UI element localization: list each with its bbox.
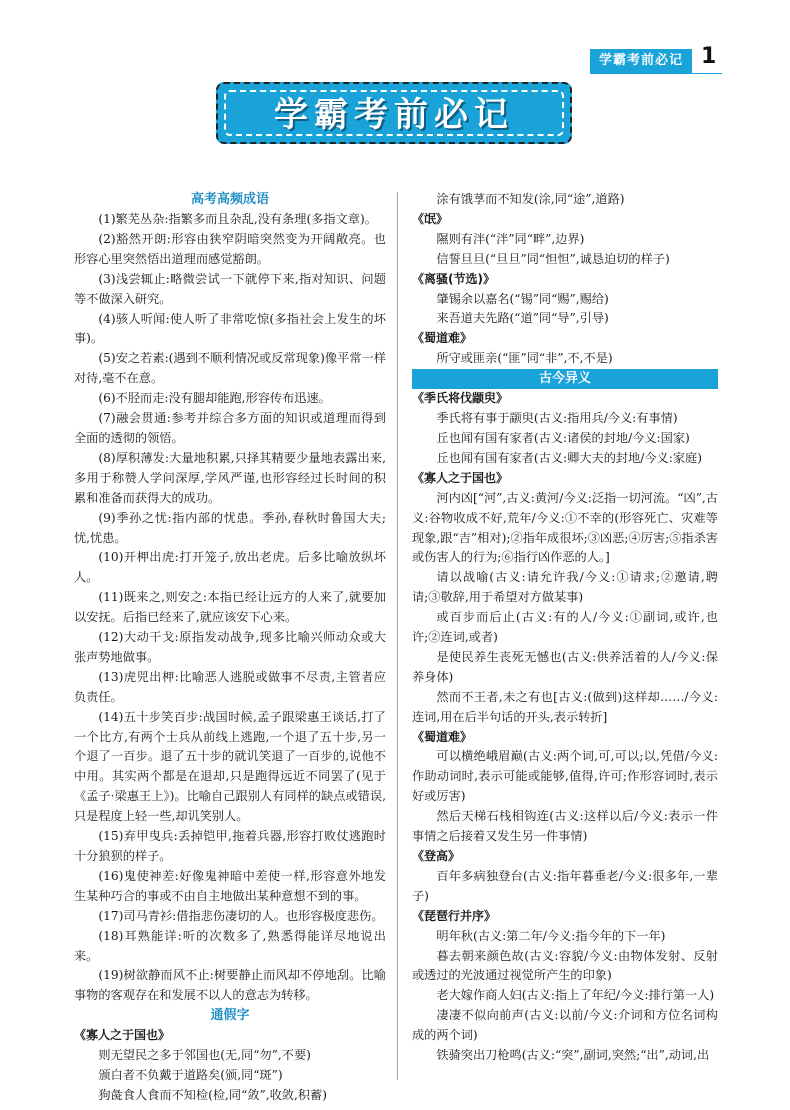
idiom-entry: (11)既来之,则安之:本指已经让远方的人来了,就要加以安抚。后指已经来了,就应该安下心来。 bbox=[74, 590, 386, 625]
example-line: 是使民养生丧死无憾也(古义:供养活着的人/今义:保养身体) bbox=[412, 649, 718, 684]
section-tab: 学霸考前必记 bbox=[590, 49, 692, 73]
example-line: 明年秋(古义:第二年/今义:指今年的下一年) bbox=[436, 928, 666, 943]
column-divider bbox=[397, 192, 398, 1080]
idioms-heading: 高考高频成语 bbox=[190, 192, 269, 207]
idiom-entry: (2)豁然开朗:形容由狭窄阴暗突然变为开阔敞亮。也形容心里突然悟出道理而感觉豁朗。 bbox=[74, 231, 386, 266]
title-banner bbox=[216, 82, 572, 144]
idiom-entry: (4)骇人听闻:使人听了非常吃惊(多指社会上发生的坏事)。 bbox=[74, 311, 386, 346]
text-title: 《蜀道难》 bbox=[412, 331, 473, 346]
example-line: 铁骑突出刀枪鸣(古义:“突”,副词,突然;“出”,动词,出 bbox=[436, 1048, 710, 1063]
gujin-heading: 古今异义 bbox=[412, 369, 718, 389]
title-banner-inner bbox=[224, 90, 564, 136]
idiom-entry: (6)不胫而走:没有腿却能跑,形容传布迅速。 bbox=[98, 391, 331, 406]
banner-title: 学霸考前必记 bbox=[274, 95, 514, 135]
example-line: 涂有饿莩而不知发(涂,同“途”,道路) bbox=[436, 192, 625, 206]
example-line: 则无望民之多于邻国也(无,同“勿”,不要) bbox=[98, 1048, 311, 1063]
tongjia-heading: 通假字 bbox=[210, 1008, 250, 1024]
idiom-entry: (16)鬼使神差:好像鬼神暗中差使一样,形容意外地发生某种巧合的事或不由自主地做出某种意想不到的事。 bbox=[74, 868, 386, 903]
idiom-entry: (10)开柙出虎:打开笼子,放出老虎。后多比喻放纵坏人。 bbox=[74, 550, 386, 585]
idiom-entry: (17)司马青衫:借指悲伤凄切的人。也形容极度悲伤。 bbox=[98, 908, 384, 923]
example-line: 丘也闻有国有家者(古义:诸侯的封地/今义:国家) bbox=[436, 430, 690, 445]
example-line: 可以横绝峨眉巅(古义:两个词,可,可以;以,凭借/今义:作助动词时,表示可能或能够,值得,许可;作形容词时,表示好或厉害) bbox=[412, 749, 718, 804]
example-line: 所守或匪亲(“匪”同“非”,不,不是) bbox=[436, 351, 613, 366]
idiom-entry: (8)厚积薄发:大量地积累,只择其精要少量地表露出来,多用于称赞人学问深厚,学风严谨,也形容经过长时间的积累和准备而获得大的成功。 bbox=[74, 450, 386, 505]
example-line: 百年多病独登台(古义:指年暮垂老/今义:很多年,一辈子) bbox=[412, 868, 718, 903]
left-column bbox=[74, 190, 386, 1106]
example-line: 肇锡余以嘉名(“锡”同“赐”,赐给) bbox=[436, 291, 609, 306]
idiom-entry: (5)安之若素:(遇到不顺利情况或反常现象)像平常一样对待,毫不在意。 bbox=[74, 351, 386, 386]
example-line: 河内凶[“河”,古义:黄河/今义:泛指一切河流。“凶”,古义:谷物收成不好,荒年/今义:①不幸的(形容死亡、灾难等现象,跟“吉”相对);②指年成很坏;③凶恶;④厉害;⑤指杀害或伤害人的行为;⑥指行凶作恶的人。] bbox=[412, 490, 718, 565]
example-line: 狗彘食人食而不知检(检,同“敛”,收敛,积蓄) bbox=[98, 1087, 327, 1102]
idiom-entry: (14)五十步笑百步:战国时候,孟子跟梁惠王谈话,打了一个比方,有两个士兵从前线上逃跑,一个退了五十步,另一个退了一百步。退了五十步的就讥笑退了一百步的,说他不中用。其实两个都是在退却,只是跑得远近不同罢了(见于《孟子·梁惠王上》)。比喻自己跟别人有同样的缺点或错误,只是程度上轻一些,却讥笑别人。 bbox=[74, 709, 386, 824]
example-line: 老大嫁作商人妇(古义:指上了年纪/今义:排行第一人) bbox=[436, 988, 715, 1003]
idiom-entry: (1)繁芜丛杂:指繁多而且杂乱,没有条理(多指文章)。 bbox=[98, 212, 377, 226]
idiom-entry: (15)弃甲曳兵:丢掉铠甲,拖着兵器,形容打败仗逃跑时十分狼狈的样子。 bbox=[74, 829, 386, 863]
idiom-entry: (13)虎兕出柙:比喻恶人逃脱或做事不尽责,主管者应负责任。 bbox=[74, 669, 386, 704]
idiom-entry: (3)浅尝辄止:略微尝试一下就停下来,指对知识、问题等不做深入研究。 bbox=[74, 271, 386, 306]
idiom-entry: (12)大动干戈:原指发动战争,现多比喻兴师动众或大张声势地做事。 bbox=[74, 630, 386, 664]
right-column bbox=[412, 190, 718, 1066]
example-line: 然而不王者,未之有也[古义:(做到)这样却……/今义:连词,用在后半句话的开头,表示转折] bbox=[412, 689, 718, 724]
example-line: 丘也闻有国有家者(古义:卿大夫的封地/今义:家庭) bbox=[436, 450, 702, 465]
idiom-entry: (7)融会贯通:参考并综合多方面的知识或道理而得到全面的透彻的领悟。 bbox=[74, 411, 386, 445]
example-line: 信誓旦旦(“旦旦”同“怛怛”,诚恳迫切的样子) bbox=[436, 251, 670, 266]
page-number: 1 bbox=[701, 44, 717, 69]
example-line: 颁白者不负戴于道路矣(颁,同“斑”) bbox=[98, 1068, 283, 1083]
example-line: 隰则有泮(“泮”同“畔”,边界) bbox=[436, 231, 585, 246]
example-line: 暮去朝来颜色故(古义:容貌/今义:由物体发射、反射或透过的光波通过视觉所产生的印象) bbox=[412, 948, 718, 983]
header-rule bbox=[590, 73, 722, 74]
text-title: 《登高》 bbox=[412, 849, 461, 863]
text-title: 《氓》 bbox=[412, 211, 449, 226]
text-title: 《寡人之于国也》 bbox=[412, 470, 509, 485]
example-line: 凄凄不似向前声(古义:以前/今义:介词和方位名词构成的两个词) bbox=[412, 1008, 718, 1043]
text-title: 《季氏将伐颛臾》 bbox=[412, 391, 509, 406]
example-line: 或百步而后止(古义:有的人/今义:①副词,或许,也许;②连词,或者) bbox=[412, 610, 718, 645]
text-title: 《琵琶行并序》 bbox=[412, 908, 497, 923]
idiom-entry: (9)季孙之忧:指内部的忧患。季孙,春秋时鲁国大夫;忧,忧患。 bbox=[74, 510, 386, 545]
example-line: 季氏将有事于颛臾(古义:指用兵/今义:有事情) bbox=[436, 411, 678, 426]
idiom-entry: (19)树欲静而风不止:树要静止而风却不停地刮。比喻事物的客观存在和发展不以人的意志为转移。 bbox=[74, 968, 386, 1003]
idioms-list bbox=[74, 210, 386, 1006]
idiom-entry: (18)耳熟能详:听的次数多了,熟悉得能详尽地说出来。 bbox=[74, 928, 386, 963]
text-title: 《离骚(节选)》 bbox=[412, 271, 495, 286]
text-title: 《蜀道难》 bbox=[412, 729, 473, 744]
text-title: 《寡人之于国也》 bbox=[74, 1028, 171, 1043]
example-line: 然后天梯石栈相钩连(古义:这样以后/今义:表示一件事情之后接着又发生另一件事情) bbox=[412, 809, 718, 844]
example-line: 请以战喻(古义:请允许我/今义:①请求;②邀请,聘请;③敬辞,用于希望对方做某事) bbox=[412, 570, 718, 605]
example-line: 来吾道夫先路(“道”同“导”,引导) bbox=[436, 311, 609, 326]
